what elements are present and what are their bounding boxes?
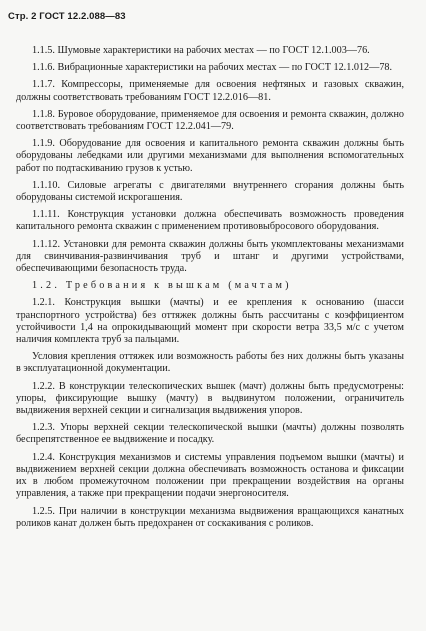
page-header: Стр. 2 ГОСТ 12.2.088—83 xyxy=(8,11,126,22)
paragraph-conditions: Условия крепления оттяжек или возможность работы без них должны быть указаны в эксплуатационной документации. xyxy=(16,351,404,375)
paragraph-1-1-6: 1.1.6. Вибрационные характеристики на рабочих местах — по ГОСТ 12.1.012—78. xyxy=(32,62,393,74)
paragraph-1-1-12: 1.1.12. Установки для ремонта скважин должны быть укомплектованы механизмами для свинчивания-развинчивания труб и штанг и другими устройствами, обеспечивающими безопасность труда. xyxy=(16,238,404,275)
paragraph-1-1-11: 1.1.11. Конструкция установки должна обеспечивать возможность проведения капитального ремонта скважин с применением противовыбросового оборудования. xyxy=(16,209,404,233)
paragraph-1-2-1: 1.2.1. Конструкция вышки (мачты) и ее крепления к основанию (шасси транспортного устройства) без оттяжек должны быть рассчитаны с коэффициентом устойчивости 1,4 на опрокидывающий момент при скорости ветра 33,5 м/с с учетом наличия комплекта труб за пальцами. xyxy=(16,297,404,346)
paragraph-1-1-7: 1.1.7. Компрессоры, применяемые для освоения нефтяных и газовых скважин, должны соответствовать требованиям ГОСТ 12.2.016—81. xyxy=(16,79,404,103)
paragraph-1-1-10: 1.1.10. Силовые агрегаты с двигателями внутреннего сгорания должны быть оборудованы системой искрогашения. xyxy=(16,179,404,204)
paragraph-1-1-8: 1.1.8. Буровое оборудование, применяемое для освоения и ремонта скважин, должно соответствовать требованиям ГОСТ 12.2.041—79. xyxy=(16,108,404,133)
document-body xyxy=(16,45,404,530)
paragraph-1-1-9: 1.1.9. Оборудование для освоения и капитального ремонта скважин должны быть оборудованы лебедками или другими механизмами для выполнения вспомогательных работ по подтаскиванию грузов к устью. xyxy=(16,138,404,174)
paragraph-1-2-5: 1.2.5. При наличии в конструкции механизма выдвижения вращающихся канатных роликов канат должен быть предохранен от соскакивания с роликов. xyxy=(16,505,404,529)
paragraph-1-2-4: 1.2.4. Конструкция механизмов и системы управления подъемом вышки (мачты) и выдвижением верхней секции должна обеспечивать возможность останова и фиксации их в любом промежуточном положении при прекращении воздействия на органы управления, а также при прекращении подачи энергоносителя. xyxy=(16,451,404,500)
paragraph-1-2-3: 1.2.3. Упоры верхней секции телескопической вышки (мачты) должны позволять беспрепятственное ее выдвижение и посадку. xyxy=(16,422,404,446)
section-heading: 1.2. Требования к вышкам (мачтам) xyxy=(32,280,292,292)
paragraph-1-1-5: 1.1.5. Шумовые характеристики на рабочих местах — по ГОСТ 12.1.003—76. xyxy=(32,45,370,56)
paragraph-1-2-2: 1.2.2. В конструкции телескопических вышек (мачт) должны быть предусмотрены: упоры, фиксирующие вышку (мачту) в выдвинутом положении, ограничитель выдвижения верхней секции и сигнализация выдвижения упоров. xyxy=(16,380,404,417)
